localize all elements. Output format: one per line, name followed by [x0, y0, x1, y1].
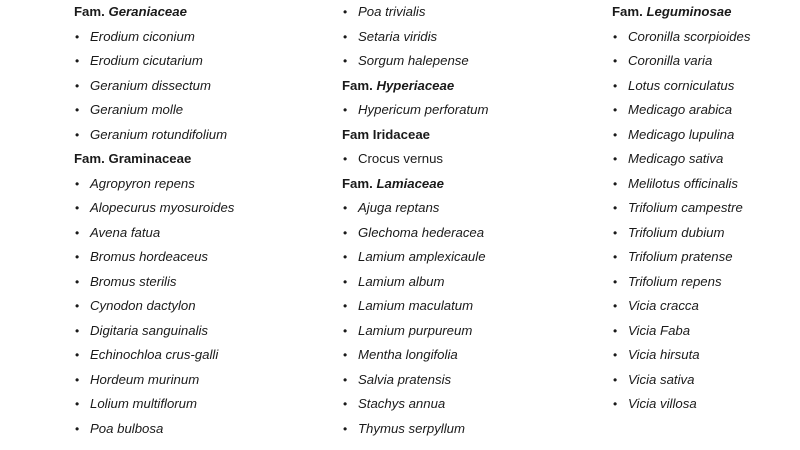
list-item [612, 98, 750, 123]
list-item [342, 221, 488, 246]
bullet-icon: • [343, 250, 348, 264]
species-name: Trifolium dubium [628, 224, 725, 240]
species-name: Bromus sterilis [90, 273, 177, 289]
species-name: Poa bulbosa [90, 420, 164, 436]
list-item [342, 196, 488, 221]
family-heading [612, 0, 750, 25]
species-name: Medicago arabica [628, 102, 733, 117]
list-item [342, 294, 488, 319]
family-name: Leguminosae [646, 4, 732, 19]
family-heading [342, 123, 488, 148]
species-name: Vicia villosa [628, 396, 697, 411]
list-item [74, 98, 234, 123]
list-item [342, 49, 488, 74]
bullet-icon: • [613, 54, 618, 68]
family-prefix: Fam [342, 126, 370, 142]
species-name: Lolium multiflorum [90, 396, 197, 411]
bullet-icon: • [343, 103, 348, 117]
list-item [74, 368, 234, 393]
species-name: Erodium cicutarium [90, 53, 203, 68]
species-name: Setaria viridis [358, 28, 438, 44]
list-item [342, 270, 488, 295]
list-item [612, 196, 750, 221]
species-name: Agropyron repens [90, 175, 195, 191]
list-item [74, 319, 234, 344]
bullet-icon: • [613, 323, 618, 338]
bullet-icon: • [343, 201, 348, 215]
bullet-icon: • [343, 5, 348, 19]
bullet-icon: • [613, 78, 618, 93]
list-item [612, 245, 750, 270]
list-item [74, 196, 234, 221]
list-item [74, 270, 234, 295]
list-item [342, 417, 488, 442]
bullet-icon: • [75, 78, 80, 93]
species-name: Cynodon dactylon [90, 298, 196, 313]
bullet-icon: • [343, 225, 348, 240]
bullet-icon: • [75, 176, 80, 191]
species-name: Trifolium repens [628, 273, 722, 289]
bullet-icon: • [613, 299, 618, 313]
species-name: Avena fatua [90, 224, 161, 240]
bullet-icon: • [613, 29, 618, 44]
list-item [612, 392, 750, 417]
species-name: Coronilla varia [628, 53, 713, 68]
species-name: Coronilla scorpioides [628, 28, 751, 44]
species-name: Alopecurus myosuroides [90, 200, 235, 215]
bullet-icon: • [343, 348, 348, 362]
bullet-icon: • [75, 348, 80, 362]
species-name: Vicia hirsuta [628, 347, 700, 362]
species-name: Trifolium campestre [628, 200, 743, 215]
list-item [74, 74, 234, 99]
species-name: Thymus serpyllum [358, 420, 465, 436]
list-item [74, 172, 234, 197]
bullet-icon: • [343, 54, 348, 68]
column-2 [342, 0, 488, 441]
family-heading [342, 172, 488, 197]
list-item [612, 221, 750, 246]
family-prefix: Fam. [342, 175, 373, 191]
list-item [74, 245, 234, 270]
bullet-icon: • [75, 250, 80, 264]
list-item [74, 49, 234, 74]
species-name: Lamium purpureum [358, 322, 473, 338]
species-name: Glechoma hederacea [358, 224, 485, 240]
bullet-icon: • [75, 274, 80, 289]
list-item [612, 49, 750, 74]
family-name: Iridaceae [372, 126, 430, 142]
species-name: Vicia sativa [628, 371, 695, 387]
family-name: Lamiaceae [376, 175, 444, 191]
list-item [612, 319, 750, 344]
species-name: Vicia cracca [628, 298, 699, 313]
family-heading [74, 147, 234, 172]
list-item [74, 25, 234, 50]
species-name: Mentha longifolia [358, 347, 458, 362]
species-name: Lotus corniculatus [628, 77, 735, 93]
list-item [342, 392, 488, 417]
bullet-icon: • [613, 348, 618, 362]
list-item [74, 294, 234, 319]
species-name: Stachys annua [358, 396, 446, 411]
species-name: Erodium ciconium [90, 28, 195, 44]
bullet-icon: • [613, 176, 618, 191]
family-prefix: Fam. [612, 4, 643, 19]
list-item [74, 392, 234, 417]
bullet-icon: • [343, 29, 348, 44]
species-name: Salvia pratensis [358, 371, 452, 387]
bullet-icon: • [75, 323, 80, 338]
bullet-icon: • [75, 225, 80, 240]
list-item [74, 221, 234, 246]
list-item [342, 368, 488, 393]
family-prefix: Fam. [342, 77, 373, 93]
species-name: Digitaria sanguinalis [90, 322, 209, 338]
species-name: Lamium amplexicaule [358, 249, 486, 264]
bullet-icon: • [343, 152, 348, 166]
bullet-icon: • [75, 397, 80, 411]
species-name: Melilotus officinalis [628, 175, 738, 191]
bullet-icon: • [343, 397, 348, 411]
species-name: Medicago sativa [628, 151, 724, 166]
bullet-icon: • [613, 201, 618, 215]
list-item [612, 74, 750, 99]
list-item [612, 172, 750, 197]
bullet-icon: • [75, 103, 80, 117]
bullet-icon: • [75, 29, 80, 44]
species-name: Bromus hordeaceus [90, 249, 209, 264]
list-item [612, 368, 750, 393]
species-name: Lamium album [358, 273, 445, 289]
family-heading [342, 74, 488, 99]
species-name: Geranium molle [90, 102, 184, 117]
list-item [342, 319, 488, 344]
list-item [342, 25, 488, 50]
species-name: Hordeum murinum [90, 371, 200, 387]
list-item [74, 123, 234, 148]
column-3 [612, 0, 750, 417]
bullet-icon: • [343, 274, 348, 289]
species-name: Medicago lupulina [628, 126, 735, 142]
bullet-icon: • [613, 250, 618, 264]
list-item [342, 147, 488, 172]
bullet-icon: • [613, 274, 618, 289]
list-item [74, 343, 234, 368]
bullet-icon: • [613, 372, 618, 387]
species-name: Trifolium pratense [628, 249, 733, 264]
bullet-icon: • [75, 201, 80, 215]
list-item [612, 147, 750, 172]
bullet-icon: • [613, 225, 618, 240]
bullet-icon: • [613, 152, 618, 166]
list-item [342, 343, 488, 368]
list-item [612, 343, 750, 368]
species-name: Geranium dissectum [90, 77, 211, 93]
species-name: Hypericum perforatum [358, 102, 489, 117]
list-item [612, 123, 750, 148]
bullet-icon: • [613, 127, 618, 142]
species-name: Crocus vernus [358, 151, 444, 166]
species-name: Lamium maculatum [358, 298, 474, 313]
bullet-icon: • [75, 372, 80, 387]
family-name: Geraniaceae [108, 4, 187, 19]
bullet-icon: • [75, 299, 80, 313]
species-name: Geranium rotundifolium [90, 126, 228, 142]
bullet-icon: • [343, 323, 348, 338]
bullet-icon: • [343, 421, 348, 436]
bullet-icon: • [343, 372, 348, 387]
species-name: Poa trivialis [358, 4, 426, 19]
family-prefix: Fam. [74, 4, 105, 19]
list-item [342, 0, 488, 25]
species-name: Ajuga reptans [358, 200, 440, 215]
bullet-icon: • [75, 127, 80, 142]
species-name: Vicia Faba [628, 322, 691, 338]
species-name: Sorgum halepense [358, 53, 469, 68]
family-name: Hyperiaceae [376, 77, 455, 93]
species-name: Echinochloa crus-galli [90, 347, 219, 362]
list-item [342, 98, 488, 123]
bullet-icon: • [613, 397, 618, 411]
list-item [612, 270, 750, 295]
list-item [342, 245, 488, 270]
family-heading [74, 0, 234, 25]
list-item [612, 294, 750, 319]
family-prefix: Fam. [74, 151, 105, 166]
family-name: Graminaceae [108, 151, 192, 166]
column-1 [74, 0, 234, 441]
list-item [74, 417, 234, 442]
bullet-icon: • [75, 54, 80, 68]
bullet-icon: • [343, 299, 348, 313]
list-item [612, 25, 750, 50]
bullet-icon: • [75, 421, 80, 436]
bullet-icon: • [613, 103, 618, 117]
